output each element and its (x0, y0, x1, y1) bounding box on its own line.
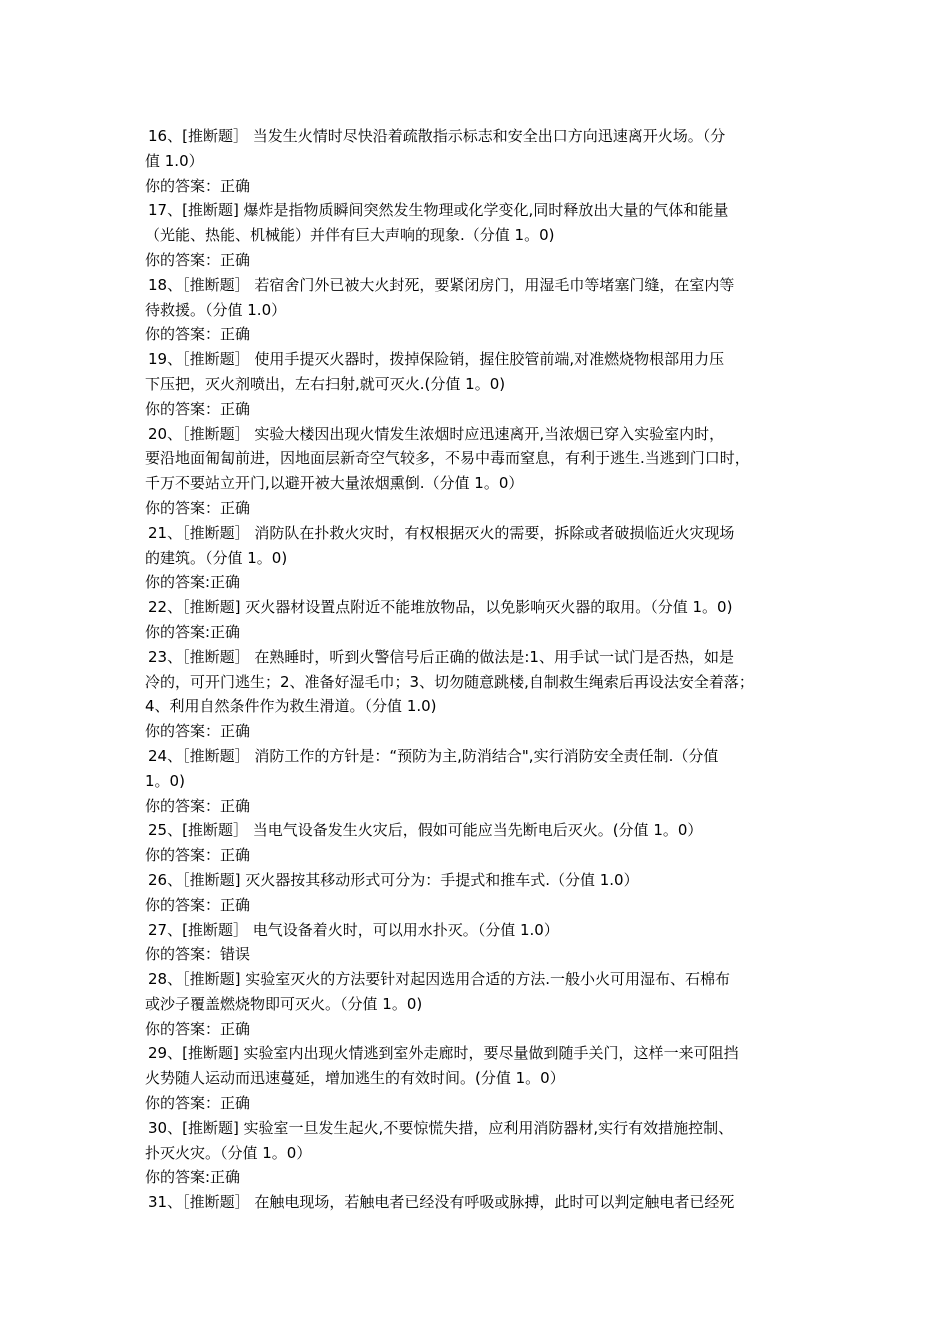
question-text: 28、［推断题] 实验室灭火的方法要针对起因选用合适的方法.一般小火可用湿布、石棉布 (148, 970, 730, 989)
question-text-continued: 火势随人运动而迅速蔓延，增加逃生的有效时间。(分值 1。0） (145, 1069, 565, 1088)
question-text: 23、［推断题］ 在熟睡时，听到火警信号后正确的做法是:1、用手试一试门是否热，如是 (148, 647, 734, 666)
question-text: 17、[推断题] 爆炸是指物质瞬间突然发生物理或化学变化,同时释放出大量的气体和能量 (148, 201, 729, 220)
answer-line: 你的答案：正确 (145, 722, 251, 741)
answer-line: 你的答案:正确 (145, 1168, 241, 1187)
question-block (145, 347, 820, 421)
answer-line: 你的答案：正确 (145, 895, 251, 914)
question-block (145, 1041, 820, 1115)
question-text-continued: 4、利用自然条件作为救生滑道。（分值 1.0) (145, 697, 437, 716)
question-text: 31、［推断题］ 在触电现场，若触电者已经没有呼吸或脉搏，此时可以判定触电者已经死 (148, 1193, 735, 1212)
question-block (145, 744, 820, 818)
answer-line: 你的答案：正确 (145, 846, 251, 865)
question-text: 26、［推断题] 灭火器按其移动形式可分为：手提式和推车式.（分值 1.0） (148, 870, 639, 889)
question-text-continued: 要沿地面匍匐前进，因地面层新奇空气较多，不易中毒而窒息，有利于逃生.当逃到门口时， (145, 449, 750, 468)
question-block (145, 868, 820, 918)
question-block (145, 967, 820, 1041)
answer-line: 你的答案：正确 (145, 325, 251, 344)
question-list (145, 124, 820, 1215)
question-block (145, 1190, 820, 1215)
question-text-continued: 待救援。（分值 1.0） (145, 300, 287, 319)
answer-line: 你的答案：正确 (145, 399, 251, 418)
answer-line: 你的答案:正确 (145, 622, 241, 641)
question-text: 25、[推断题］ 当电气设备发生火灾后，假如可能应当先断电后灭火。(分值 1。0） (148, 821, 703, 840)
question-block (145, 124, 820, 198)
question-text: 22、［推断题] 灭火器材设置点附近不能堆放物品，以免影响灭火器的取用。（分值 1。0) (148, 598, 733, 617)
question-text: 20、［推断题］ 实验大楼因出现火情发生浓烟时应迅速离开,当浓烟已穿入实验室内时， (148, 424, 725, 443)
question-text-continued: 冷的，可开门逃生；2、准备好湿毛巾；3、切勿随意跳楼,自制救生绳索后再设法安全着落； (145, 672, 754, 691)
question-text: 24、［推断题］ 消防工作的方针是：“预防为主,防消结合",实行消防安全责任制.（分值 (148, 746, 719, 765)
question-text: 21、［推断题］ 消防队在扑救火灾时，有权根据灭火的需要，拆除或者破损临近火灾现场 (148, 523, 735, 542)
question-text-continued: （光能、热能、机械能）并伴有巨大声响的现象.（分值 1。0) (145, 226, 555, 245)
question-text-continued: 值 1.0） (145, 151, 204, 170)
question-block (145, 818, 820, 868)
question-text: 27、[推断题］ 电气设备着火时，可以用水扑灭。（分值 1.0） (148, 920, 559, 939)
question-text: 30、[推断题] 实验室一旦发生起火,不要惊慌失措，应利用消防器材,实行有效措施控制、 (148, 1118, 734, 1137)
question-block (145, 273, 820, 347)
question-text: 18、［推断题］ 若宿舍门外已被大火封死，要紧闭房门，用湿毛巾等堵塞门缝，在室内等 (148, 275, 735, 294)
answer-line: 你的答案：正确 (145, 250, 251, 269)
question-text-continued: 或沙子覆盖燃烧物即可灭火。（分值 1。0) (145, 994, 423, 1013)
answer-line: 你的答案：错误 (145, 945, 251, 964)
question-block (145, 918, 820, 968)
answer-line: 你的答案：正确 (145, 796, 251, 815)
question-text-continued: 扑灭火灾。（分值 1。0） (145, 1143, 312, 1162)
question-text: 16、[推断题］ 当发生火情时尽快沿着疏散指示标志和安全出口方向迅速离开火场。（分 (148, 127, 726, 145)
question-text: 19、［推断题］ 使用手提灭火器时，拨掉保险销，握住胶管前端,对准燃烧物根部用力压 (148, 350, 725, 369)
answer-line: 你的答案：正确 (145, 498, 251, 517)
question-text-continued: 1。0) (145, 771, 185, 790)
question-text: 29、[推断题] 实验室内出现火情逃到室外走廊时，要尽量做到随手关门，这样一来可阻挡 (148, 1044, 739, 1063)
question-block (145, 422, 820, 521)
answer-line: 你的答案：正确 (145, 1094, 251, 1113)
question-text-continued: 下压把，灭火剂喷出，左右扫射,就可灭火.(分值 1。0) (145, 374, 506, 393)
question-block (145, 645, 820, 744)
question-block (145, 521, 820, 595)
question-text-continued: 千万不要站立开门,以避开被大量浓烟熏倒.（分值 1。0） (145, 474, 524, 493)
question-block (145, 1116, 820, 1190)
question-text-continued: 的建筑。（分值 1。0) (145, 548, 288, 567)
answer-line: 你的答案:正确 (145, 573, 241, 592)
question-block (145, 595, 820, 645)
answer-line: 你的答案：正确 (145, 176, 251, 195)
answer-line: 你的答案：正确 (145, 1019, 251, 1038)
question-block (145, 198, 820, 272)
